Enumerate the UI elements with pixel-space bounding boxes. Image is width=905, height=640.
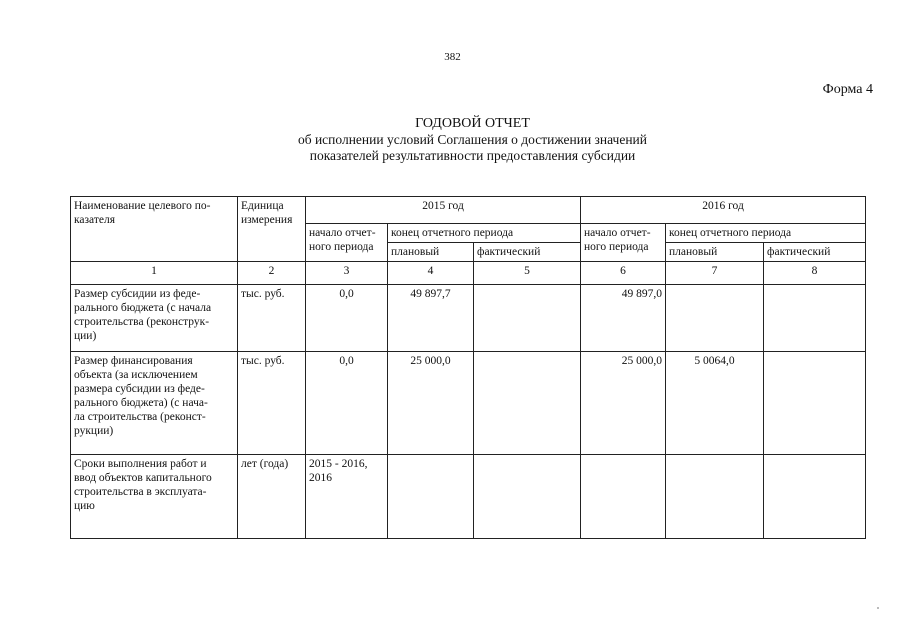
title-line-3: показателей результативности предоставления субсидии <box>309 148 636 163</box>
header-2016-actual: фактический <box>764 243 866 262</box>
column-number: 5 <box>474 262 581 285</box>
row-2015-planned <box>388 455 474 539</box>
header-2016-planned: плановый <box>666 243 764 262</box>
report-title <box>0 115 905 164</box>
row-2015-start: 0,0 <box>306 352 388 455</box>
row-2016-start: 25 000,0 <box>581 352 666 455</box>
row-2016-actual <box>764 455 866 539</box>
row-unit: лет (года) <box>238 455 306 539</box>
column-number: 7 <box>666 262 764 285</box>
title-line-2: об исполнении условий Соглашения о достижении значений <box>297 132 648 147</box>
row-indicator-name: Размер финансирования объекта (за исключением размера субсидии из феде- рального бюджета) (с нача- ла строительства (реконст- рукции) <box>71 352 238 455</box>
row-unit: тыс. руб. <box>238 352 306 455</box>
header-year-2015: 2015 год <box>306 197 581 224</box>
table-row <box>71 455 866 539</box>
row-2015-actual <box>474 455 581 539</box>
row-2015-planned: 25 000,0 <box>388 352 474 455</box>
title-line-1: ГОДОВОЙ ОТЧЕТ <box>415 116 530 131</box>
row-2016-planned: 5 0064,0 <box>666 352 764 455</box>
row-indicator-name: Размер субсидии из феде- рального бюджета (с начала строительства (реконструк- ции) <box>71 285 238 352</box>
row-unit: тыс. руб. <box>238 285 306 352</box>
header-2015-period-end: конец отчетного периода <box>388 224 581 243</box>
row-2015-start: 2015 - 2016, 2016 <box>306 455 388 539</box>
header-2015-planned: плановый <box>388 243 474 262</box>
row-2016-planned <box>666 455 764 539</box>
page-number: 382 <box>444 51 461 63</box>
row-2016-actual <box>764 285 866 352</box>
column-number: 1 <box>71 262 238 285</box>
form-label: Форма 4 <box>822 82 873 97</box>
report-table <box>70 196 866 539</box>
header-year-2016: 2016 год <box>581 197 866 224</box>
column-number: 2 <box>238 262 306 285</box>
header-2015-actual: фактический <box>474 243 581 262</box>
row-2015-planned: 49 897,7 <box>388 285 474 352</box>
row-2016-start <box>581 455 666 539</box>
column-number: 8 <box>764 262 866 285</box>
header-2015-period-start: начало отчет- ного периода <box>306 224 388 262</box>
row-2015-start: 0,0 <box>306 285 388 352</box>
table-row <box>71 352 866 455</box>
row-indicator-name: Сроки выполнения работ и ввод объектов капитального строительства в эксплуата- цию <box>71 455 238 539</box>
row-2016-actual <box>764 352 866 455</box>
column-number: 4 <box>388 262 474 285</box>
header-unit: Единица измерения <box>238 197 306 262</box>
column-number: 6 <box>581 262 666 285</box>
row-2015-actual <box>474 285 581 352</box>
table-row <box>71 285 866 352</box>
row-2016-planned <box>666 285 764 352</box>
scan-speck <box>877 607 879 609</box>
header-2016-period-start: начало отчет- ного периода <box>581 224 666 262</box>
row-2015-actual <box>474 352 581 455</box>
column-numbers-row <box>71 262 866 285</box>
header-2016-period-end: конец отчетного периода <box>666 224 866 243</box>
header-row-years <box>71 197 866 224</box>
row-2016-start: 49 897,0 <box>581 285 666 352</box>
column-number: 3 <box>306 262 388 285</box>
header-indicator-name: Наименование целевого по- казателя <box>71 197 238 262</box>
